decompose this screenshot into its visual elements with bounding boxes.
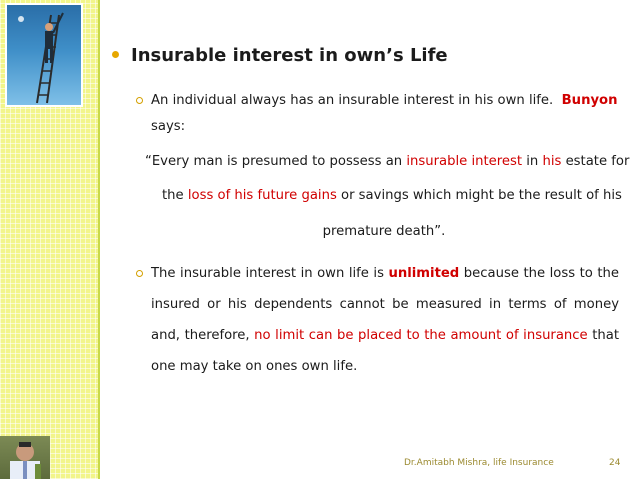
ladder-climber-image bbox=[5, 3, 83, 107]
sub-bullet-icon bbox=[136, 97, 143, 104]
bullet-point-2 bbox=[137, 258, 619, 382]
point1-tail: says: bbox=[151, 119, 186, 134]
quote-highlight: loss of his future gains bbox=[187, 188, 337, 203]
page-number: 24 bbox=[609, 458, 621, 468]
quote-text: estate for bbox=[561, 154, 630, 169]
point2-text: The insurable interest in own life is bbox=[151, 266, 389, 281]
point1-highlight: Bunyon bbox=[561, 93, 618, 108]
sidebar-divider bbox=[98, 0, 100, 479]
bullet-icon bbox=[112, 51, 119, 58]
bullet-point-1 bbox=[137, 88, 619, 140]
point2-highlight: no limit can be placed to the amount of insurance bbox=[254, 328, 588, 343]
quote-text: the bbox=[162, 188, 188, 203]
quote-highlight: insurable interest bbox=[406, 154, 523, 169]
slide-heading bbox=[112, 45, 448, 66]
quote-line-1 bbox=[145, 154, 629, 169]
point2-highlight: unlimited bbox=[388, 266, 460, 281]
author-photo bbox=[0, 436, 50, 479]
quote-text: or savings which might be the result of his bbox=[336, 188, 622, 203]
quote-text: premature death”. bbox=[322, 224, 446, 239]
sub-bullet-icon bbox=[136, 270, 143, 277]
quote-highlight: his bbox=[542, 154, 562, 169]
quote-line-2 bbox=[162, 188, 622, 203]
heading-text: Insurable interest in own’s Life bbox=[131, 45, 448, 66]
point1-text: An individual always has an insurable interest in his own life. bbox=[151, 93, 554, 108]
footer-author: Dr.Amitabh Mishra, life Insurance bbox=[404, 458, 554, 468]
quote-text: in bbox=[522, 154, 543, 169]
point2-text: that one may take on ones own life. bbox=[151, 328, 619, 374]
quote-line-3 bbox=[0, 224, 638, 239]
quote-text: “Every man is presumed to possess an bbox=[145, 154, 407, 169]
point2-text: because the loss to the insured or his dependents cannot be measured in terms of money and, therefore, bbox=[151, 266, 619, 343]
